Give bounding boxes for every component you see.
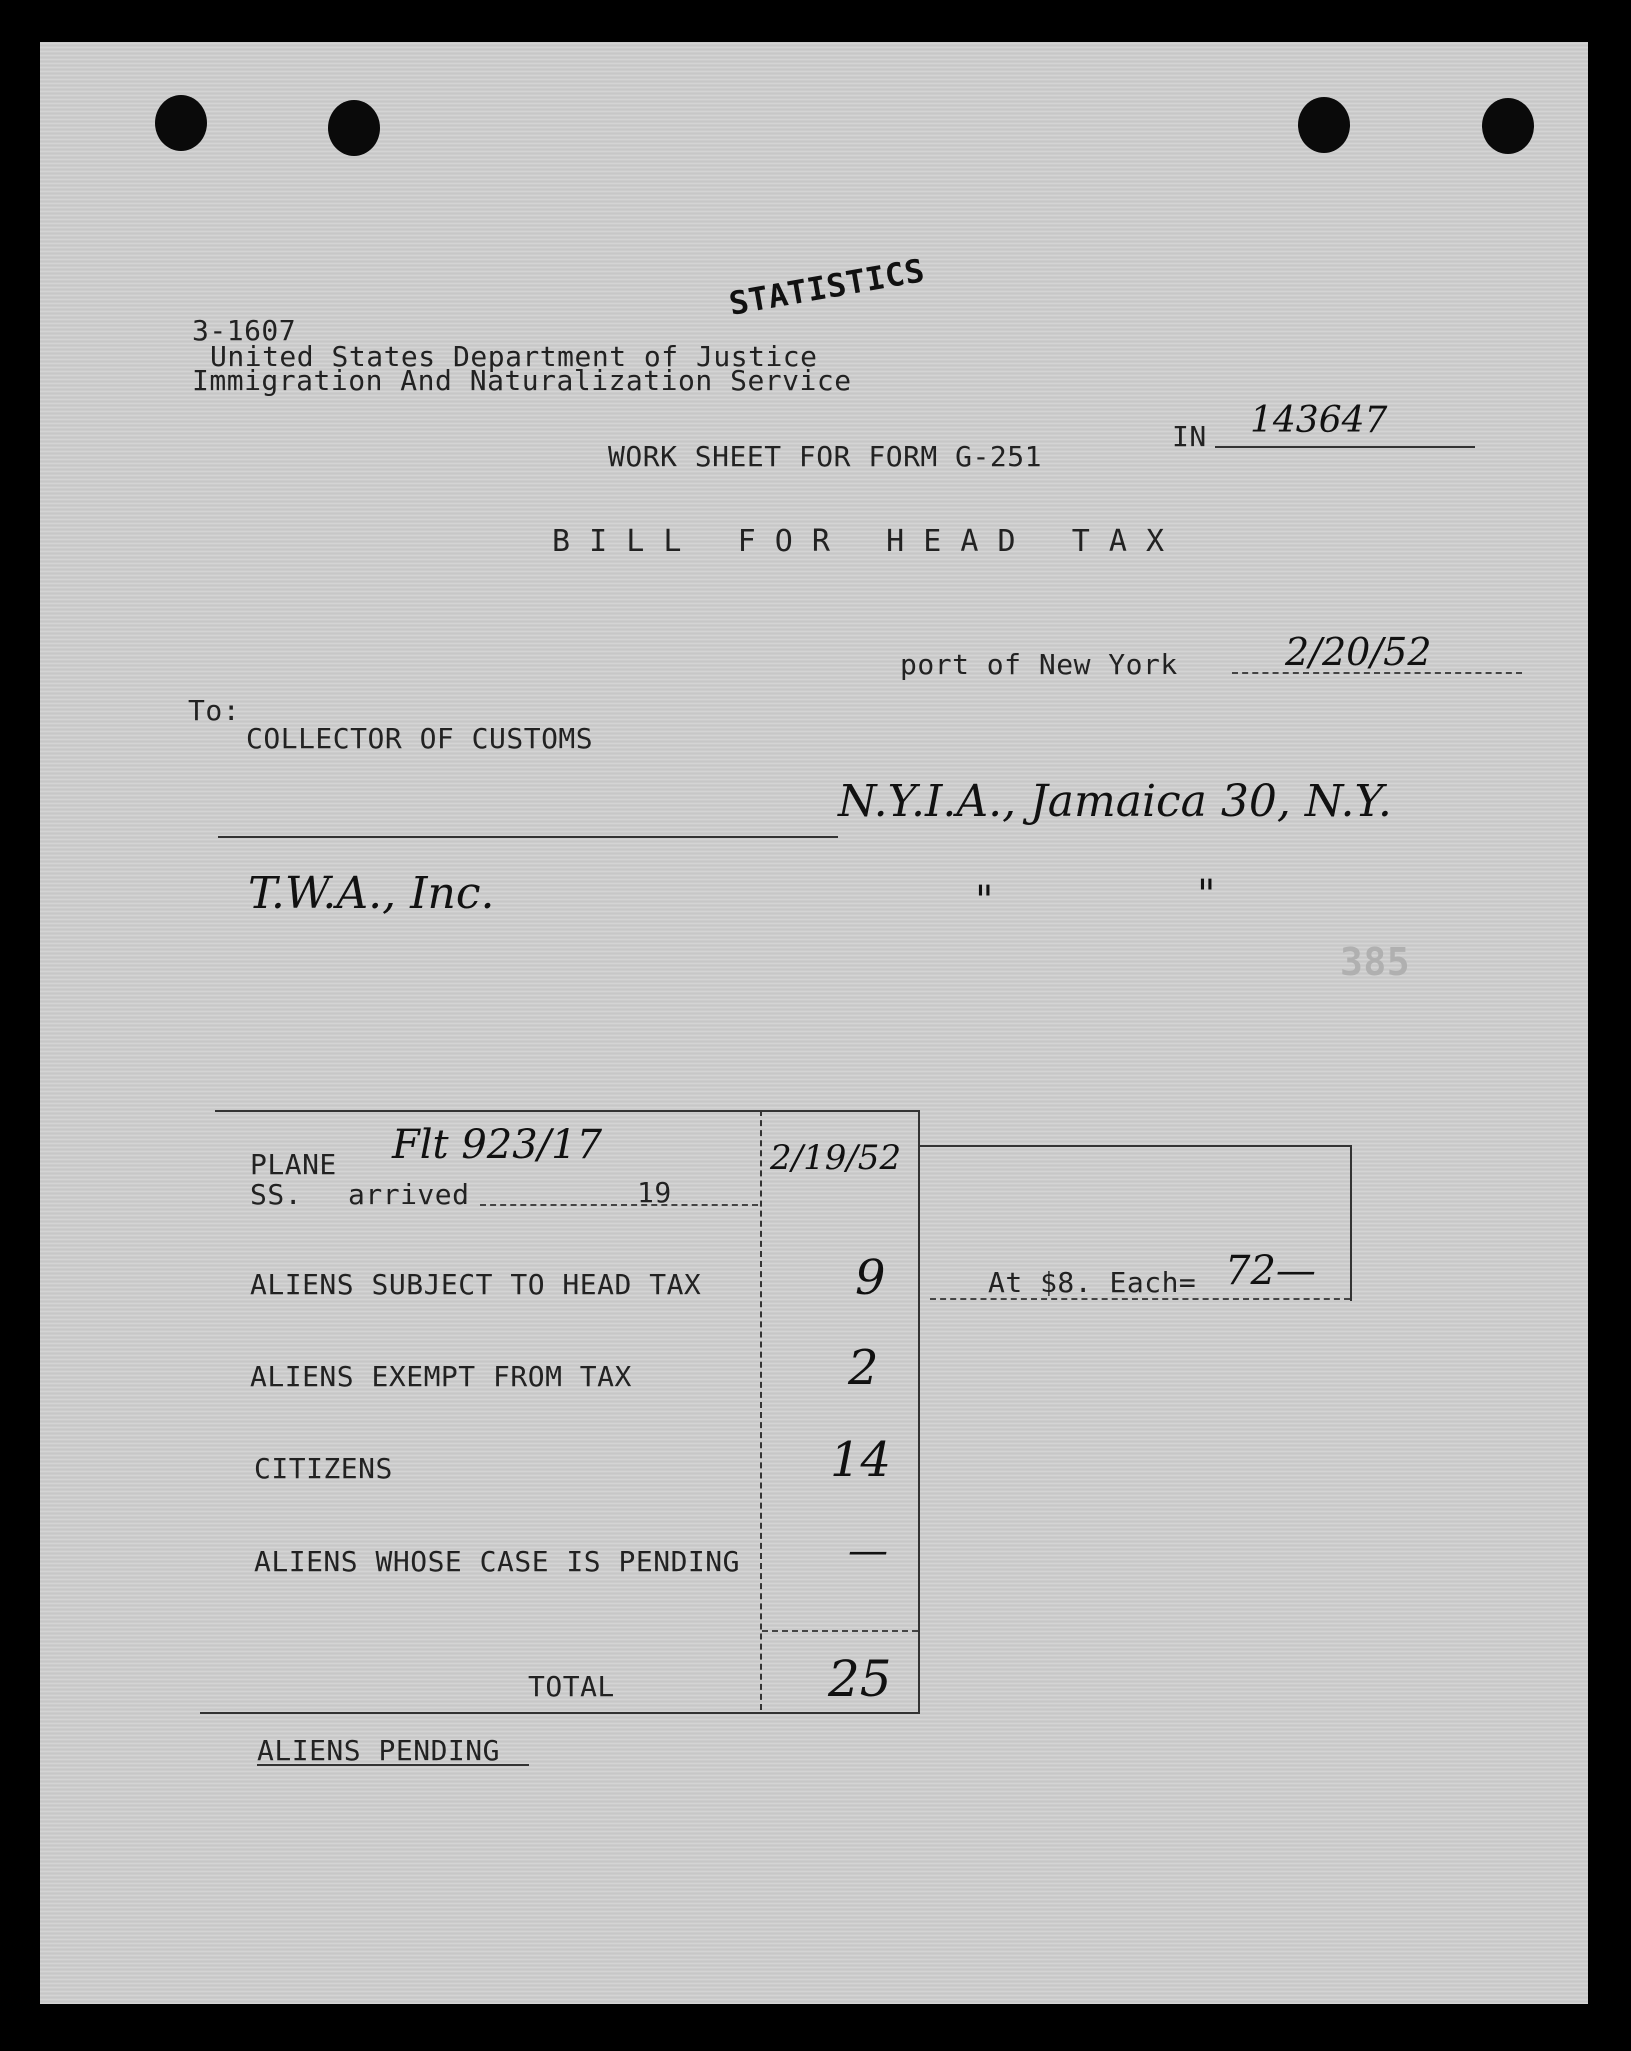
total-label: TOTAL [528, 1670, 615, 1703]
aliens-pending-underline [257, 1764, 529, 1766]
carrier-name: T.W.A., Inc. [248, 868, 495, 919]
row-label-subject: ALIENS SUBJECT TO HEAD TAX [250, 1268, 702, 1301]
worksheet-title: WORK SHEET FOR FORM G-251 [608, 440, 1042, 473]
port-label: port of New York [900, 648, 1178, 681]
punch-hole-2 [328, 100, 380, 156]
row-value-subject: 9 [855, 1250, 886, 1306]
plane-flight: Flt 923/17 [392, 1122, 603, 1168]
pending-separator [762, 1630, 918, 1632]
to-label: To: [188, 694, 241, 727]
row-value-exempt: 2 [848, 1340, 879, 1396]
row-label-exempt: ALIENS EXEMPT FROM TAX [250, 1360, 632, 1393]
collector-underline [218, 836, 838, 838]
row-label-citizens: CITIZENS [254, 1452, 393, 1485]
table-bottom-border [200, 1712, 920, 1714]
ditto-mark-2: " [1197, 872, 1216, 918]
in-number-underline [1215, 446, 1475, 448]
arrival-date: 2/19/52 [770, 1138, 902, 1178]
row-value-pending: — [848, 1528, 888, 1574]
punch-hole-3 [1298, 97, 1350, 153]
plane-label: PLANE [250, 1148, 337, 1181]
punch-hole-1 [155, 95, 207, 151]
port-date: 2/20/52 [1285, 630, 1432, 674]
collector-location: N.Y.I.A., Jamaica 30, N.Y. [838, 776, 1392, 827]
in-label: IN [1172, 420, 1207, 453]
table-right-border [918, 1110, 920, 1713]
rate-box-top [920, 1145, 1352, 1147]
total-value: 25 [828, 1650, 892, 1708]
row-label-pending: ALIENS WHOSE CASE IS PENDING [254, 1545, 741, 1578]
ss-label: SS. [250, 1178, 303, 1211]
faint-number: 385 [1340, 940, 1411, 984]
ditto-mark-1: " [975, 878, 994, 924]
year-prefix: 19 [637, 1176, 672, 1209]
agency-line-1: United States Department of Justice [210, 340, 818, 373]
statistics-stamp: STATISTICS [726, 251, 928, 323]
bill-title: B I L L F O R H E A D T A X [552, 524, 1165, 559]
punch-hole-4 [1482, 98, 1534, 154]
row-value-citizens: 14 [830, 1432, 892, 1488]
in-number: 143647 [1250, 400, 1388, 441]
arrived-underline [480, 1204, 758, 1206]
rate-text: At $8. Each= [988, 1266, 1197, 1299]
table-divider [760, 1110, 762, 1710]
arrived-label: arrived [348, 1178, 470, 1211]
table-top-border [215, 1110, 920, 1112]
rate-amount: 72— [1225, 1248, 1316, 1294]
form-number: 3-1607 [192, 314, 297, 347]
rate-box-right [1350, 1145, 1352, 1301]
collector-label: COLLECTOR OF CUSTOMS [246, 722, 594, 755]
aliens-pending-label: ALIENS PENDING [257, 1734, 501, 1767]
agency-line-2: Immigration And Naturalization Service [192, 364, 852, 397]
